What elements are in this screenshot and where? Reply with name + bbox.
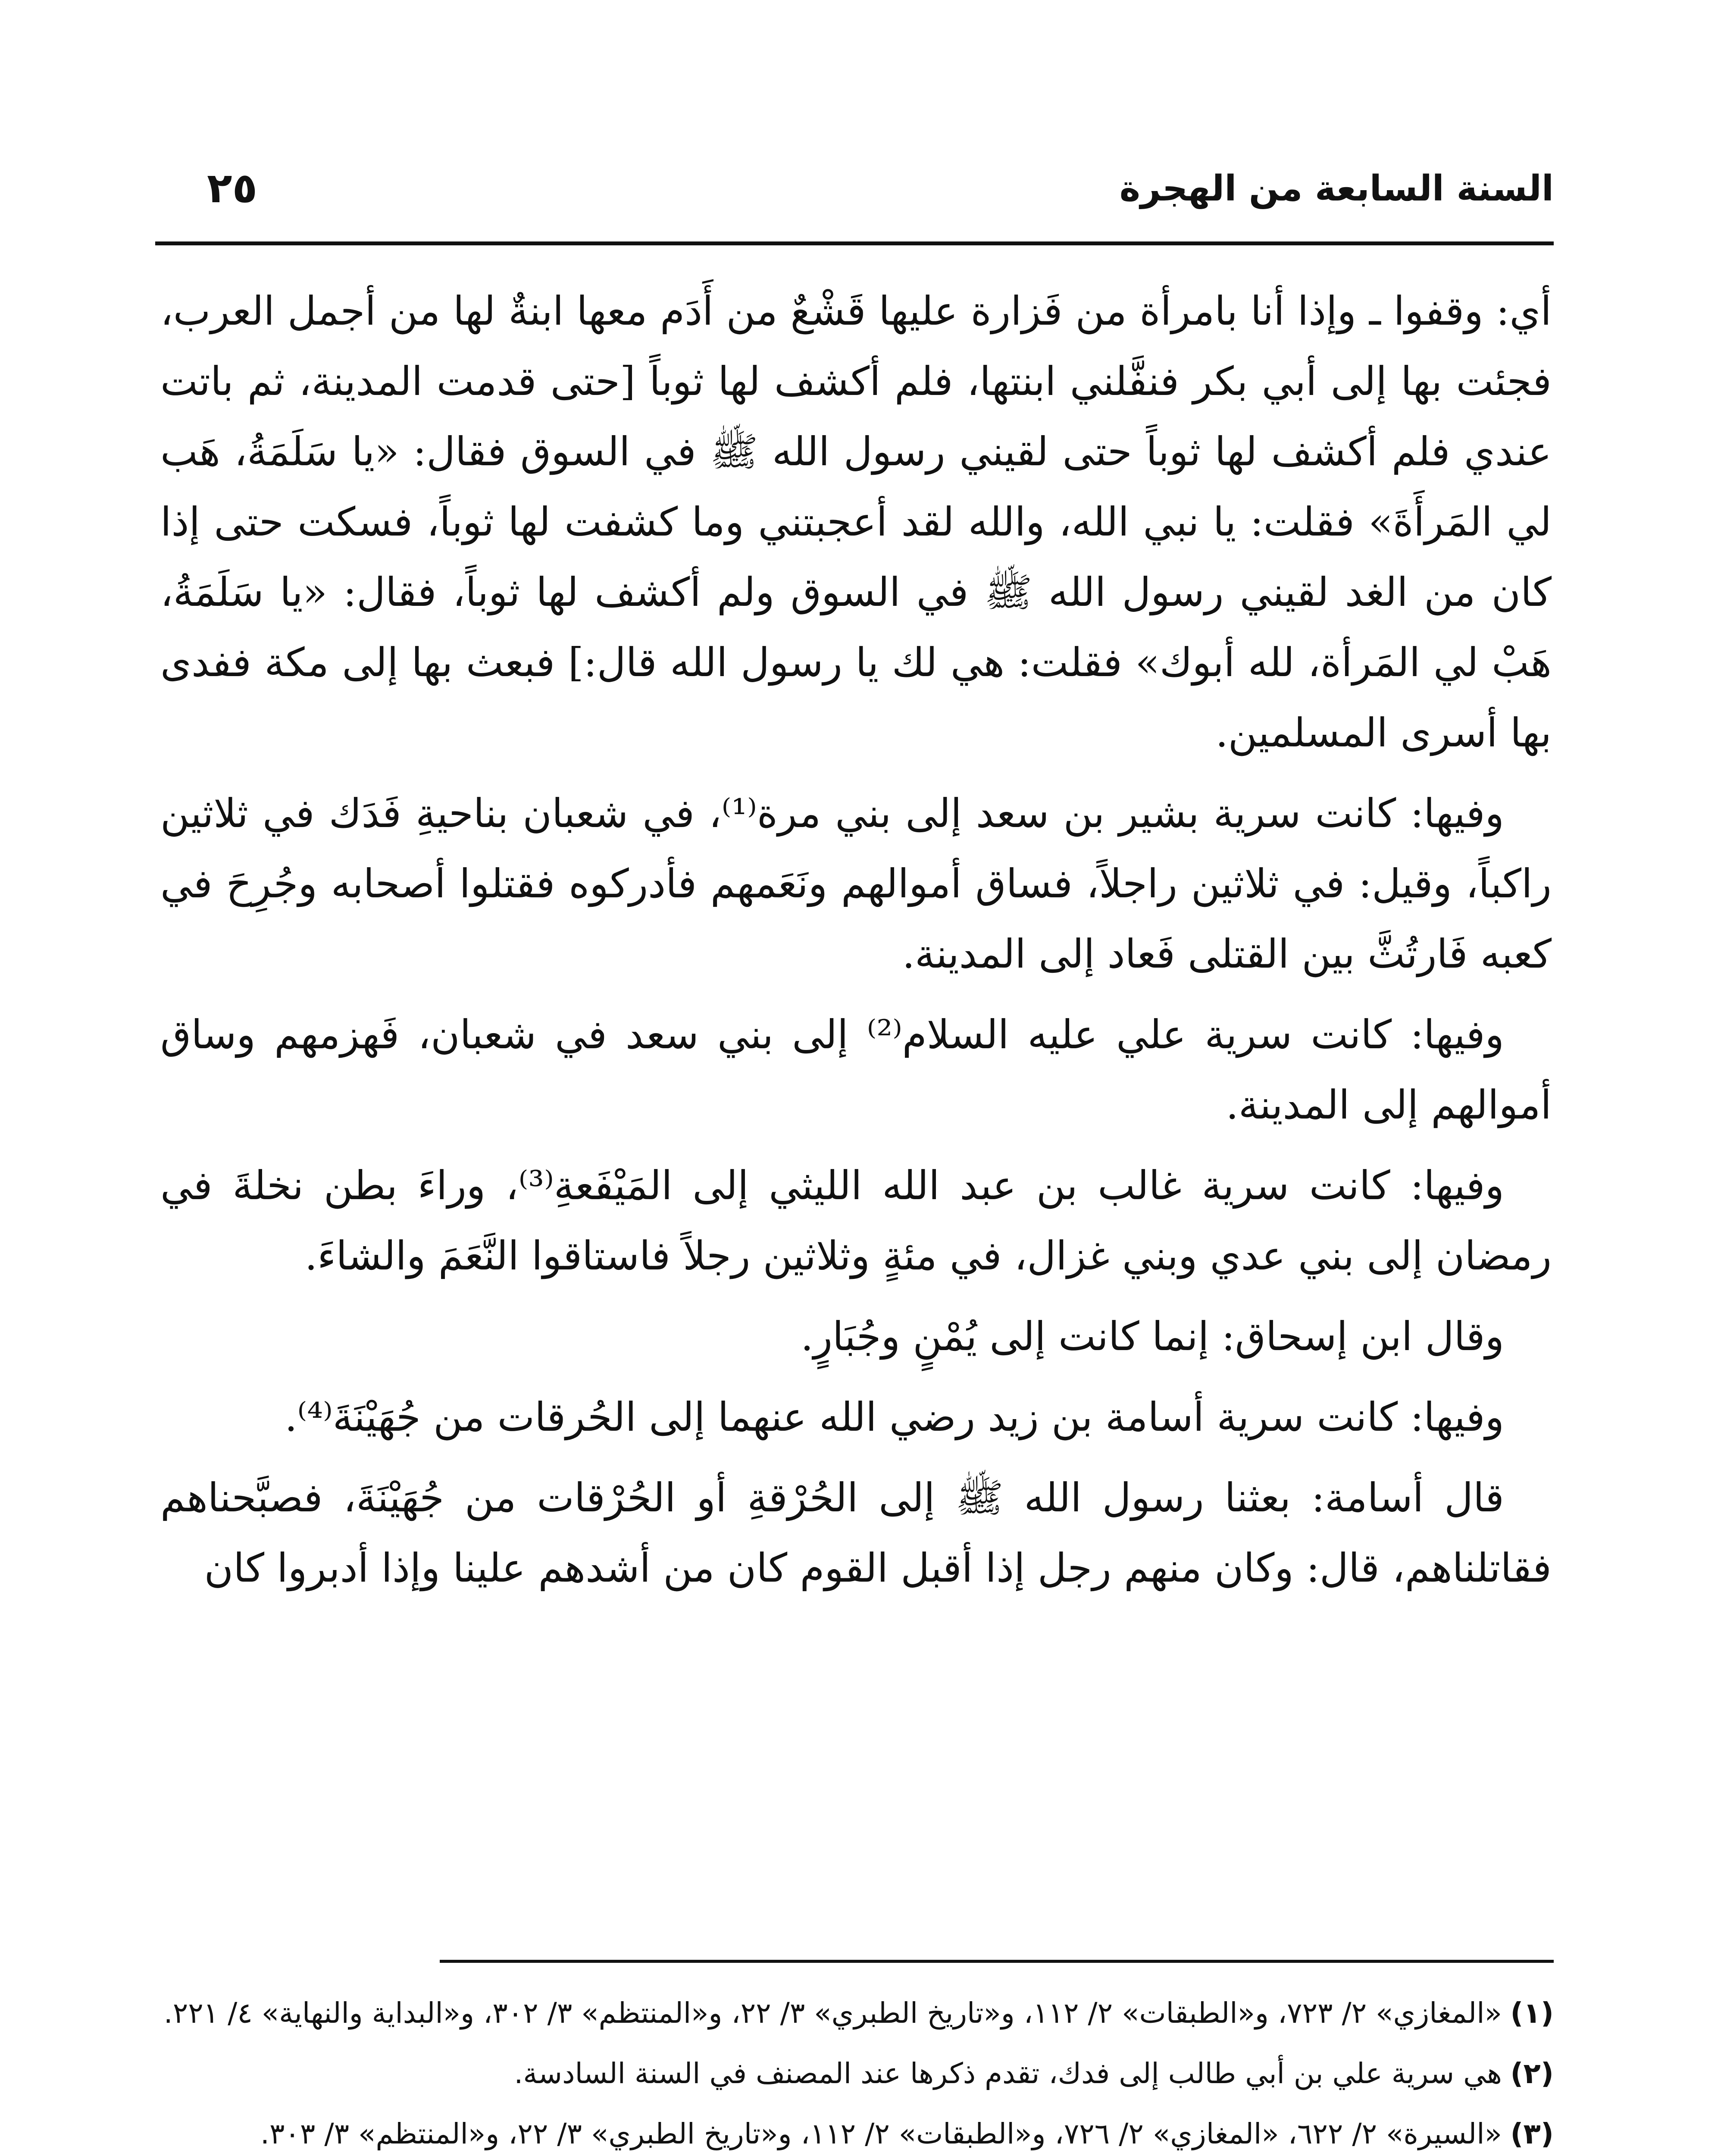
- paragraph: وفيها: كانت سرية بشير بن سعد إلى بني مرة⁽¹⁾، في شعبان بناحيةِ فَدَك في ثلاثين راكباً، وقيل: في ثلاثين راجلاً، فساق أموالهم ونَعَمهم فأدركوه فقتلوا أصحابه وجُرِحَ في كعبه فَارتُثَّ بين القتلى فَعاد إلى المدينة.: [160, 790, 1552, 977]
- footnotes: [160, 1988, 1554, 2156]
- paragraph: وقال ابن إسحاق: إنما كانت إلى يُمْنٍ وجُبَارٍ.: [801, 1313, 1504, 1360]
- footnote: [160, 1988, 1554, 2039]
- paragraph: قال أسامة: بعثنا رسول الله ﷺ إلى الحُرْقةِ أو الحُرْقات من جُهَيْنَةَ، فصبَّحناهم فقاتلناهم، قال: وكان منهم رجل إذا أقبل القوم كان من أشدهم علينا وإذا أدبروا كان: [160, 1475, 1552, 1591]
- footnote-number: (٢): [1510, 2057, 1554, 2090]
- paragraph: وفيها: كانت سرية أسامة بن زيد رضي الله عنهما إلى الحُرقات من جُهَيْنَةَ⁽⁴⁾.: [285, 1394, 1504, 1440]
- footnote-text: هي سرية علي بن أبي طالب إلى فدك، تقدم ذكرها عند المصنف في السنة السادسة.: [514, 2057, 1502, 2090]
- paragraph: وفيها: كانت سرية غالب بن عبد الله الليثي إلى المَيْفَعةِ⁽³⁾، وراءَ بطن نخلةَ في رمضان إلى بني عدي وبني غزال، في مئةٍ وثلاثين رجلاً فاستاقوا النَّعَمَ والشاءَ.: [160, 1163, 1552, 1279]
- main-text: [160, 276, 1552, 1614]
- footnote-number: (٣): [1510, 2117, 1554, 2150]
- footnote-text: «السيرة» ٢/ ٦٢٢، «المغازي» ٢/ ٧٢٦، و«الطبقات» ٢/ ١١٢، و«تاريخ الطبري» ٣/ ٢٢، و«المنتظم» ٣/ ٣٠٣.: [260, 2117, 1502, 2150]
- footnote-divider: [440, 1960, 1554, 1963]
- footnote-number: (١): [1510, 1996, 1554, 2030]
- page-number: ٢٥: [207, 164, 258, 212]
- footnote-text: «المغازي» ٢/ ٧٢٣، و«الطبقات» ٢/ ١١٢، و«تاريخ الطبري» ٣/ ٢٢، و«المنتظم» ٣/ ٣٠٢، و«البداية والنهاية» ٤/ ٢٢١.: [163, 1996, 1502, 2030]
- paragraph: وفيها: كانت سرية علي عليه السلام⁽²⁾ إلى بني سعد في شعبان، فَهزمهم وساق أموالهم إلى المدينة.: [160, 1012, 1552, 1128]
- footnote: [160, 2109, 1554, 2156]
- paragraph: أي: وقفوا ـ وإذا أنا بامرأة من فَزارة عليها قَشْعٌ من أَدَم معها ابنةٌ لها من أجمل العرب، فجئت بها إلى أبي بكر فنفَّلني ابنتها، فلم أكشف لها ثوباً [حتى قدمت المدينة، ثم باتت عندي فلم أكشف لها ثوباً حتى لقيني رسول الله ﷺ في السوق فقال: «يا سَلَمَةُ، هَب لي المَرأَةَ» فقلت: يا نبي الله، والله لقد أعجبتني وما كشفت لها ثوباً، فسكت حتى إذا كان من الغد لقيني رسول الله ﷺ في السوق ولم أكشف لها ثوباً، فقال: «يا سَلَمَةُ، هَبْ لي المَرأة، لله أبوك» فقلت: هي لك يا رسول الله قال:] فبعث بها إلى مكة ففدى بها أسرى المسلمين.: [160, 288, 1552, 756]
- chapter-title: السنة السابعة من الهجرة: [1119, 168, 1554, 209]
- header-divider: [155, 241, 1554, 245]
- footnote: [160, 2048, 1554, 2099]
- running-header: [155, 160, 1554, 224]
